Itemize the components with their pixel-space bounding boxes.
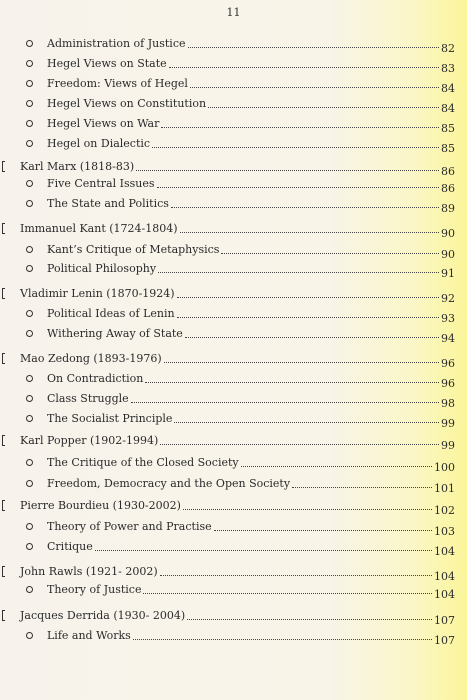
toc-page-number: 84: [441, 102, 455, 115]
toc-section-entry: [0, 261, 467, 279]
toc-page-number: 96: [441, 377, 455, 390]
dot-leader: [241, 466, 432, 467]
toc-entry-title: Hegel Views on War: [47, 117, 160, 130]
bracket-mark-icon: [2, 566, 5, 577]
toc-section-entry: [0, 36, 467, 54]
toc-page-number: 85: [441, 122, 455, 135]
toc-entry-title: Critique: [47, 540, 93, 553]
toc-page-number: 89: [441, 202, 455, 215]
toc-page-number: 92: [441, 292, 455, 305]
toc-page-number: 99: [441, 417, 455, 430]
circle-bullet-icon: [26, 80, 33, 87]
toc-entry-title: Life and Works: [47, 629, 131, 642]
dot-leader: [95, 550, 432, 551]
toc-entry-title: The Socialist Principle: [47, 412, 173, 425]
toc-entry-title: Hegel on Dialectic: [47, 137, 151, 150]
toc-entry-title: The State and Politics: [47, 197, 169, 210]
circle-bullet-icon: [26, 120, 33, 127]
toc-page-number: 98: [441, 397, 455, 410]
dot-leader: [158, 272, 439, 273]
dot-leader: [160, 575, 432, 576]
toc-chapter-entry: [0, 286, 467, 304]
toc-page-number: 86: [441, 182, 455, 195]
toc-section-entry: [0, 519, 467, 537]
toc-entry-title: The Critique of the Closed Society: [47, 456, 239, 469]
toc-section-entry: [0, 582, 467, 600]
circle-bullet-icon: [26, 375, 33, 382]
bracket-mark-icon: [2, 500, 5, 511]
circle-bullet-icon: [26, 586, 33, 593]
toc-entry-title: Administration of Justice: [47, 37, 186, 50]
dot-leader: [160, 444, 439, 445]
toc-chapter-entry: [0, 433, 467, 451]
toc-entry-title: Hegel Views on State: [47, 57, 167, 70]
toc-section-entry: [0, 176, 467, 194]
toc-section-entry: [0, 116, 467, 134]
bracket-mark-icon: [2, 610, 5, 621]
toc-entry-title: Hegel Views on Constitution: [47, 97, 207, 110]
circle-bullet-icon: [26, 40, 33, 47]
toc-page-number: 107: [434, 634, 455, 647]
toc-section-entry: [0, 196, 467, 214]
circle-bullet-icon: [26, 632, 33, 639]
dot-leader: [177, 317, 439, 318]
dot-leader: [180, 232, 439, 233]
toc-entry-title: Withering Away of State: [47, 327, 183, 340]
circle-bullet-icon: [26, 330, 33, 337]
toc-entry-title: Freedom, Democracy and the Open Society: [47, 477, 291, 490]
dot-leader: [171, 207, 439, 208]
toc-page-number: 83: [441, 62, 455, 75]
circle-bullet-icon: [26, 60, 33, 67]
toc-section-entry: [0, 391, 467, 409]
toc-entry-title: Immanuel Kant (1724-1804): [20, 222, 178, 235]
toc-page-number: 86: [441, 165, 455, 178]
toc-chapter-entry: [0, 351, 467, 369]
dot-leader: [208, 107, 439, 108]
toc-page-number: 85: [441, 142, 455, 155]
dot-leader: [133, 639, 432, 640]
dot-leader: [177, 297, 439, 298]
circle-bullet-icon: [26, 140, 33, 147]
toc-page-number: 101: [434, 482, 455, 495]
toc-entry-title: Kant’s Critique of Metaphysics: [47, 243, 220, 256]
toc-page-number: 90: [441, 227, 455, 240]
toc-chapter-entry: [0, 564, 467, 582]
dot-leader: [157, 187, 439, 188]
toc-entry-title: Theory of Justice: [47, 583, 142, 596]
toc-section-entry: [0, 96, 467, 114]
toc-entry-title: Vladimir Lenin (1870-1924): [20, 287, 175, 300]
circle-bullet-icon: [26, 543, 33, 550]
toc-entry-title: Mao Zedong (1893-1976): [20, 352, 162, 365]
toc-entry-title: Five Central Issues: [47, 177, 155, 190]
circle-bullet-icon: [26, 200, 33, 207]
toc-entry-title: Class Struggle: [47, 392, 129, 405]
dot-leader: [292, 487, 432, 488]
toc-section-entry: [0, 628, 467, 646]
dot-leader: [143, 593, 432, 594]
toc-page-number: 104: [434, 588, 455, 601]
dot-leader: [187, 619, 432, 620]
toc-entry-title: Karl Popper (1902-1994): [20, 434, 159, 447]
bracket-mark-icon: [2, 288, 5, 299]
circle-bullet-icon: [26, 100, 33, 107]
toc-page-number: 104: [434, 570, 455, 583]
toc-entry-title: John Rawls (1921- 2002): [20, 565, 158, 578]
circle-bullet-icon: [26, 523, 33, 530]
page-number: 11: [226, 6, 241, 19]
toc-page-number: 102: [434, 504, 455, 517]
circle-bullet-icon: [26, 395, 33, 402]
dot-leader: [174, 422, 439, 423]
circle-bullet-icon: [26, 415, 33, 422]
circle-bullet-icon: [26, 310, 33, 317]
bracket-mark-icon: [2, 223, 5, 234]
toc-section-entry: [0, 455, 467, 473]
bracket-mark-icon: [2, 353, 5, 364]
toc-entry-title: Political Ideas of Lenin: [47, 307, 175, 320]
toc-chapter-entry: [0, 221, 467, 239]
toc-section-entry: [0, 539, 467, 557]
toc-section-entry: [0, 476, 467, 494]
dot-leader: [221, 253, 439, 254]
dot-leader: [190, 87, 439, 88]
toc-page-number: 107: [434, 614, 455, 627]
bracket-mark-icon: [2, 161, 5, 172]
dot-leader: [152, 147, 439, 148]
toc-entry-title: Karl Marx (1818-83): [20, 160, 135, 173]
dot-leader: [185, 337, 439, 338]
toc-page-number: 99: [441, 439, 455, 452]
toc-section-entry: [0, 242, 467, 260]
toc-page-number: 90: [441, 248, 455, 261]
toc-entry-title: Jacques Derrida (1930- 2004): [20, 609, 186, 622]
toc-page-number: 91: [441, 267, 455, 280]
dot-leader: [169, 67, 439, 68]
toc-page-number: 103: [434, 525, 455, 538]
circle-bullet-icon: [26, 246, 33, 253]
dot-leader: [183, 509, 432, 510]
dot-leader: [188, 47, 439, 48]
toc-entry-title: Pierre Bourdieu (1930-2002): [20, 499, 181, 512]
toc-section-entry: [0, 306, 467, 324]
toc-entry-title: On Contradiction: [47, 372, 144, 385]
toc-page-number: 96: [441, 357, 455, 370]
dot-leader: [131, 402, 439, 403]
toc-section-entry: [0, 56, 467, 74]
dot-leader: [161, 127, 439, 128]
dot-leader: [145, 382, 439, 383]
toc-entry-title: Freedom: Views of Hegel: [47, 77, 188, 90]
circle-bullet-icon: [26, 480, 33, 487]
toc-page-number: 93: [441, 312, 455, 325]
toc-page-number: 94: [441, 332, 455, 345]
toc-section-entry: [0, 371, 467, 389]
toc-section-entry: [0, 326, 467, 344]
circle-bullet-icon: [26, 459, 33, 466]
toc-entry-title: Theory of Power and Practise: [47, 520, 212, 533]
toc-section-entry: [0, 76, 467, 94]
toc-chapter-entry: [0, 159, 467, 177]
toc-page-number: 104: [434, 545, 455, 558]
toc-page-number: 100: [434, 461, 455, 474]
dot-leader: [214, 530, 432, 531]
toc-entry-title: Political Philosophy: [47, 262, 157, 275]
dot-leader: [136, 170, 439, 171]
dot-leader: [164, 362, 439, 363]
toc-chapter-entry: [0, 498, 467, 516]
toc-section-entry: [0, 411, 467, 429]
toc-chapter-entry: [0, 608, 467, 626]
toc-page-number: 82: [441, 42, 455, 55]
circle-bullet-icon: [26, 265, 33, 272]
bracket-mark-icon: [2, 435, 5, 446]
toc-section-entry: [0, 136, 467, 154]
toc-page-number: 84: [441, 82, 455, 95]
circle-bullet-icon: [26, 180, 33, 187]
